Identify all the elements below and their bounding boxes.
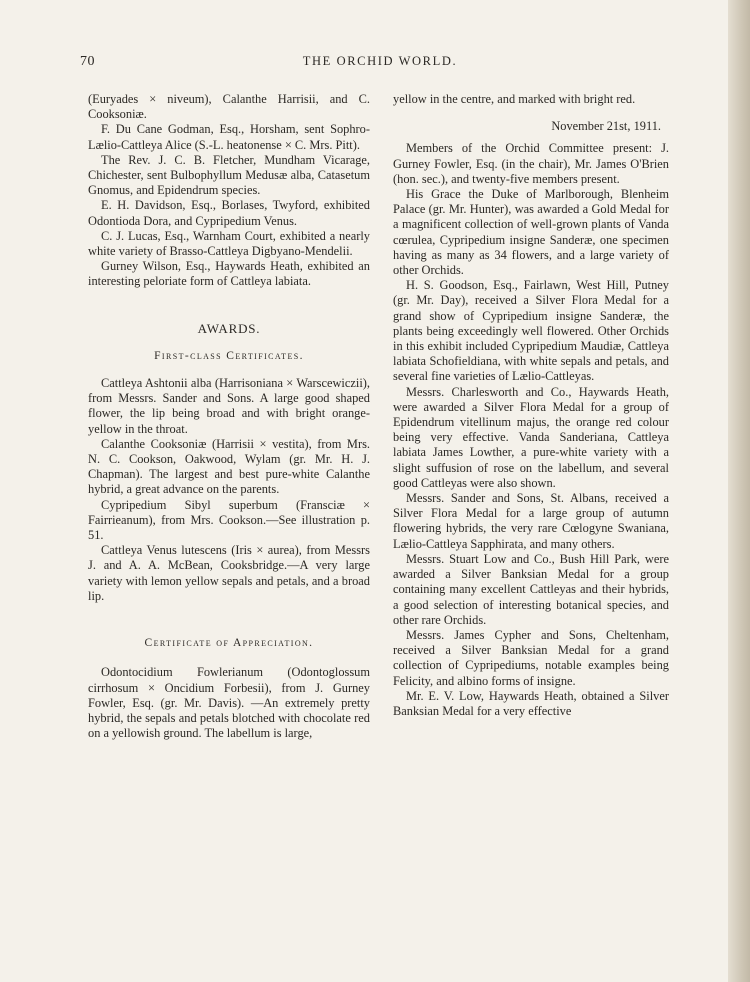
paragraph: Calanthe Cooksoniæ (Harrisii × vestita), from Mrs. N. C. Cookson, Oakwood, Wylam (gr. Mr. H. J. Chapman). The largest and best pure-white Calanthe hybrid, a great advance on the parents.: [88, 436, 370, 497]
paragraph: (Euryades × niveum), Calanthe Harrisii, and C. Cooksoniæ.: [88, 92, 370, 122]
page-header: [80, 54, 680, 74]
paragraph: H. S. Goodson, Esq., Fairlawn, West Hill, Putney (gr. Mr. Day), received a Silver Flora Medal for a grand show of Cypripedium insigne Sanderæ, the plants being exceedingly well flowered. Other Orchids in this exhibit included Cypripedium Maudiæ, Cattleya labiata Schofieldiana, with white sepals and petals, and several fine varieties of Lælio-Cattleyas.: [393, 278, 669, 384]
paragraph: Mr. E. V. Low, Haywards Heath, obtained a Silver Banksian Medal for a very effective: [393, 688, 669, 718]
paragraph: Gurney Wilson, Esq., Haywards Heath, exhibited an interesting peloriate form of Cattleya labiata.: [88, 259, 370, 289]
paragraph: Messrs. James Cypher and Sons, Cheltenham, received a Silver Banksian Medal for a grand collection of Cypripediums, notable examples being Felicity, and albino forms of insigne.: [393, 627, 669, 688]
page-edge: [728, 0, 750, 982]
paragraph: Members of the Orchid Committee present: J. Gurney Fowler, Esq. (in the chair), Mr. James O'Brien (hon. sec.), and twenty-five members present.: [393, 141, 669, 186]
paragraph: C. J. Lucas, Esq., Warnham Court, exhibited a nearly white variety of Brasso-Cattleya Digbyano-Mendelii.: [88, 228, 370, 259]
paragraph: Messrs. Charlesworth and Co., Haywards Heath, were awarded a Silver Flora Medal for a group of Epidendrum vitellinum majus, the orange red colour being very effective. Vanda Sanderiana, Cattleya labiata James Lowther, a pure-white variety with a slight suffusion of rose on the labellum, and several good Cattleyas were also shown.: [393, 384, 669, 490]
awards-heading: AWARDS.: [197, 320, 261, 336]
certificate-of-appreciation-heading: Certificate of Appreciation.: [144, 637, 314, 650]
right-column: [393, 92, 669, 719]
paragraph: Cattleya Ashtonii alba (Harrisoniana × Warscewiczii), from Messrs. Sander and Sons. A large good shaped flower, the lip being broad and with bright orange-yellow in the throat.: [88, 376, 370, 436]
first-class-certificates-heading: First-class Certificates.: [154, 349, 304, 362]
left-column: [88, 92, 370, 741]
paragraph: His Grace the Duke of Marlborough, Blenheim Palace (gr. Mr. Hunter), was awarded a Gold Medal for a magnificent collection of well-grown plants of Vanda cœrulea, Cypripedium insigne Sanderæ, one specimen having as many as 34 flowers, and a large variety of other Orchids.: [393, 187, 669, 278]
paragraph: E. H. Davidson, Esq., Borlases, Twyford, exhibited Odontioda Dora, and Cypripedium Venus.: [88, 198, 370, 228]
paragraph: F. Du Cane Godman, Esq., Horsham, sent Sophro-Lælio-Cattleya Alice (S.-L. heatonense × C. Mrs. Pitt).: [88, 122, 370, 152]
paragraph: Cattleya Venus lutescens (Iris × aurea), from Messrs J. and A. A. McBean, Cooksbridge.—A very large variety with lemon yellow sepals and petals, and a broad lip.: [88, 543, 370, 603]
paragraph: Odontocidium Fowlerianum (Odontoglossum cirrhosum × Oncidium Forbesii), from J. Gurney Fowler, Esq. (gr. Mr. Davis). —An extremely pretty hybrid, the sepals and petals blotched with chocolate red on a yellowish ground. The labellum is large,: [88, 665, 370, 741]
paragraph: Messrs. Stuart Low and Co., Bush Hill Park, were awarded a Silver Banksian Medal for a group containing many excellent Cattleyas and their hybrids, a good selection of interesting botanical species, and other rare Orchids.: [393, 551, 669, 627]
continued-paragraph: yellow in the centre, and marked with bright red.: [393, 92, 636, 106]
paragraph: The Rev. J. C. B. Fletcher, Mundham Vicarage, Chichester, sent Bulbophyllum Medusæ alba, Catasetum Gnomus, and Epidendrum species.: [88, 152, 370, 198]
paragraph: Messrs. Sander and Sons, St. Albans, received a Silver Flora Medal for a large group of autumn flowering hybrids, the very rare Cœlogyne Swaniana, Lælio-Cattleya Sapphirata, and many others.: [393, 491, 669, 551]
paragraph: Cypripedium Sibyl superbum (Fransciæ × Fairrieanum), from Mrs. Cookson.—See illustration p. 51.: [88, 497, 370, 543]
running-title: THE ORCHID WORLD.: [302, 54, 458, 68]
page-number: 70: [80, 54, 95, 69]
meeting-date: November 21st, 1911.: [551, 119, 661, 134]
